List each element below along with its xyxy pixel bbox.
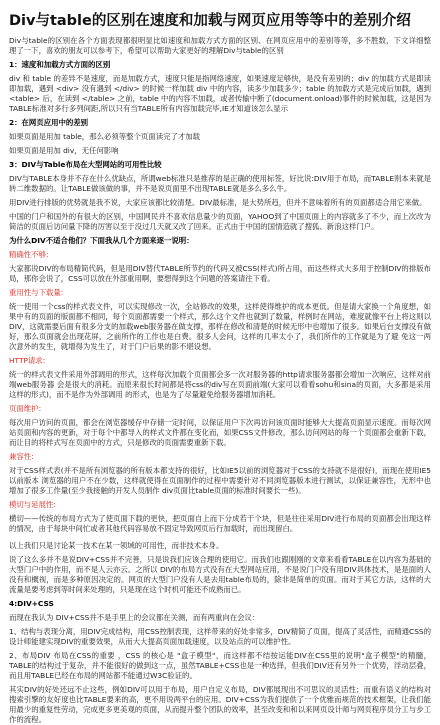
subsection-heading: HTTP请求: [9, 356, 46, 365]
article-body [9, 36, 431, 725]
paragraph: 大家都说DIV的布局精简代码，但是用DIV替代TABLE所节约的代码又被CSS(样式)所占用，而这些样式大多用于控制DIV的排版布局，那你会说了，CSS可以放在外部重用啊，要想得到这个问题的答案请往下看。 [9, 264, 431, 283]
paragraph: 统一使用一个css的样式表文件，可以实现修改一次，全站修改的效果，这样使得维护的成本更低。但是请大家换一个角度想，如果中有的页面的版面都不相同，每个页面都需要一个样式，那么这个文件也就到了数量，样例时在网站，难度就像平台上将这则以DIV，这就需要后面有很多分支的加载web服务器在做支撑，那样在修改和清楚的时候无形中也增加了很多。如果后台支撑没有做好，那么页面就会出现花屏，之前所作的工作也是白费。很多人会问，这样的几率太小了，我们所作的工作就是为了避 免这一两次意外的发生，就增得为发生了，对于门户后果的影不堪设想。 [9, 302, 431, 351]
subsection-heading: 页面维护: [9, 404, 42, 413]
paragraph: 中国的门户和国外的有很大的区别，中国网民并不喜欢信息量少的页面，YAHOO到了中国页面上的内容就多了不少，而上次改为简洁的页面后访问量下降的厉害以至于没过几天就又改了回来。正式由于中国的国情造就了搜狐、新浪这样门户。 [9, 212, 431, 231]
section-heading: 4:DIV+CSS [9, 599, 54, 608]
paragraph: 说了这么多并不是说DIV+CSS并不完善，只是说我们应该合理的使用它。而我们也跟刚刚的文章来看看TABLE在以内容为基础的大型门户中的作用，而不是人云亦云。之所以 DIV的布局方式没有在大型网站应用，不是说门户没有用DIV具体技术，是是面的人没有和概视，而是多种原因决定的。网页的大型门户没有人是去用table布局的，除非是简单的页面。而对于其它方法，这样的大流量是要考虑到等时间来处理的，只是现在这个时机可能还不成熟而已。 [9, 555, 431, 594]
paragraph: 2、布局DIV 布局在CSS的重要 ，CSS 的核心是 "盒子模型"，而这样都不结按运能DIV在CSS里的说明"盒子模型"的精髓，TABLE的结构过于复杂，并不能很好的做到这一点，虽然TABLE+CSS也是一种选择，但我们DIV还有另外一个优势，浮动层叠，而且用TABLE已经在布局的网站都不能通过W3C验证的。 [9, 651, 431, 680]
paragraph: 横切——传统的布局方式为了使页面下载的更快，把页面自上而下分成若干个块，但是往往采用DIV进行布局的页面都会出现这样的情况，由于每块中间忙或者其他代码容易放不固定导致网页后行加载时，而出现留白。 [9, 514, 431, 533]
paragraph: 1、结构与表现分离，用DIV完成结构，用CSS控制表现，这样带来的好处非常多，DIV精简了页面，提高了灵活性，而精通CSS的设计师能建实现DIV的重要效果，从而大大提高页面加载速度，以及站点的可以维护性。 [9, 627, 431, 646]
section-heading: 为什么DIV不适合他们？下面我从几个方面来逐一说明： [9, 236, 194, 245]
section-heading: 2：在网页应用中的差别 [9, 118, 89, 127]
subsection-heading: 兼容性: [9, 452, 34, 461]
section-heading: 1：速度和加载方式方面的区别 [9, 60, 111, 69]
paragraph: Div与table的区别在各个方面表现都很明显比如速度和加载方式方面的区别、在网页应用中的差别等等，多不胜数，下文详细整理了一下，喜欢的朋友可以参考下，希望可以帮助大家更好的理解Div与table的区别 [9, 36, 431, 55]
paragraph: 以上我们只是讨论某一技术在某一领域的可用性，而非技术本身。 [9, 541, 224, 550]
paragraph: div 和 table 的差异不是速度，而是加载方式，速度只能是指网络速度，如果速度足够快，是没有差别的；div 的加载方式是即读即加载，遇到 <div> 没有遇到 </div> 的时候一样加载 div 中的内容，读多少加载多少；table 的加载方式是完成后加载，遇到 <table> 后，在读到 </table> 之前，table 中的内容不加载，或者传输中断了(document.onload)事件的时候加载，这是因为TABLE标准对多行多列间距,所以只有当TABLE所有内容加载完毕,IE才知道该怎么显示 [9, 74, 431, 113]
paragraph: 如果页面是用加 div，无任何影响 [9, 146, 119, 155]
paragraph: 每次用户访问的页面，都会在浏览器缓存中存储一定时间，以保证用户下次再访问该页面时能够大大提高页面显示速度。而每次网站页面和内容的更新，对于每个中都导入的样式文件都在变化而，如果CSS文件修改，那么访问网站的每一个页面都会重新下载，而让目的将样式写在页面中的方式，只是修改的页面需要重新下载。 [9, 418, 431, 447]
paragraph: DIV与TABLE本身并不存在什么优缺点，所谓web标准只是推荐的是正确的使用标签，好比说:DIV用于布局，而TABLE则本来就是转二维数据的。让TABLE做该做的事，并不是说页面里不出现TABLE就是多么多么牛。 [9, 174, 431, 193]
subsection-heading: 模切与延展性: [9, 500, 56, 509]
article-title: Div与table的区别在速度和加载与网页应用等等中的差别介绍 [9, 13, 411, 29]
paragraph: 而现在我认为 DIV+CSS并不是手里上的会议都在关测，而有两重向在会议： [9, 613, 260, 622]
paragraph: 如果页面是用加 table，那么必须等整个页面读完了才加载 [9, 132, 201, 141]
paragraph: 其实DIV的好处还远不止这些，例如DIV可以用于布局，用户自定义布局，DIV都展现出不可思议的灵活性；而重有语义的结构对搜索引擎的友好度也比TABLE要来的高，更不用说两平台的应用。DIV+CSS为我们提供了一个优雅而规范的技术框架，让我们能用最少的重复性劳动，完成更多更美观的页面，从而提升整个团队的效率，甚至改变和和以来网页设计师与网页程序员分工与步工作的流程。 [9, 685, 431, 724]
subsection-heading: 精确性不够: [9, 250, 49, 259]
paragraph: 用DIV进行排版的优势就是我不说，大家应该都比较清楚。DIV最标准，是大势所趋，但并不意味着所有的页面都适合用它来做。 [9, 198, 427, 207]
paragraph: 统一的样式表文件采用外部调用的形式，这样每次加载个页面都会多一次对服务器的http请求服务器都会增加一次响应，这样对前端web服务器 会是很大的消耗。而原来很长时间都是将css的div写在页面前端(大家可以看看sohu和sina的页面，大多都是采用这样的形式)，而不是作为外部调用 的形式，也是为了尽量避免给服务器增加消耗。 [9, 370, 431, 399]
paragraph: 对于CSS样式表(并不是所有浏览器的所有版本都支持的很好，比如IE5以前的浏览器对于CSS的支持就不是很好)，而现在使用IE5以前版本 浏览器的用户不在少数，这样就使得在页面制作的过程中需要针对不同浏览器版本进行测试，以保证兼容性，无形中也增加了很多工作量(至少我接触的开发人员制作 div页面比table页面的标准时间要长一些)。 [9, 466, 431, 495]
section-heading: 3：DIV与Table布局在大型网站的可用性比较 [9, 160, 162, 169]
subsection-heading: 重用性与下载量: [9, 288, 64, 297]
